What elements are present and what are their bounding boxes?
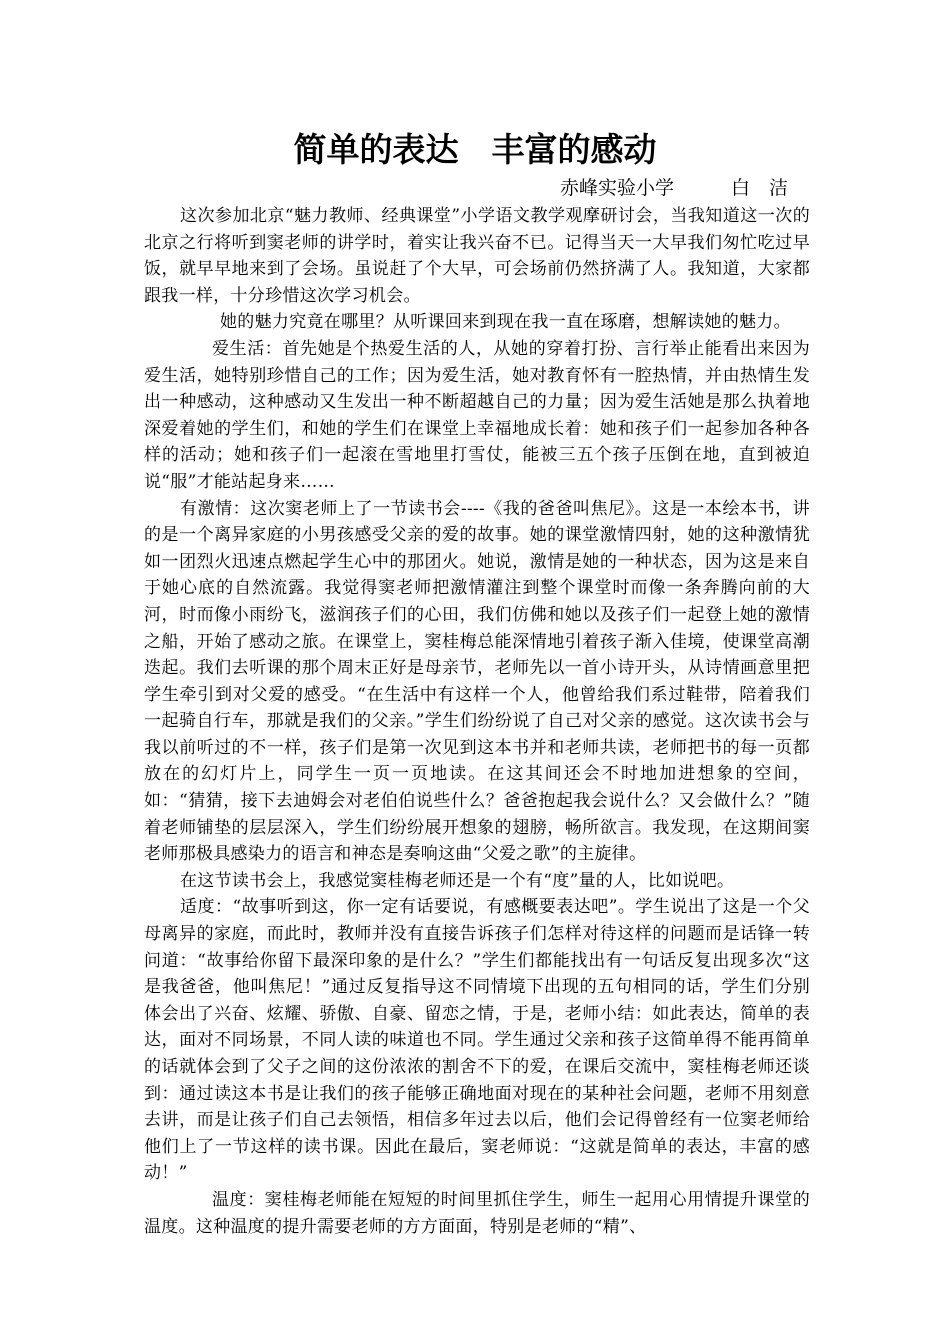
paragraph-moderation: 适度：“故事听到这，你一定有话要说，有感概要表达吧”。学生说出了这是一个父母离异的家庭，而此时，教师并没有直接告诉孩子们怎样对待这样的问题而是话锋一转问道：“故事给你留下最深印象的是什么？”学生们都能找出有一句话反复出现多次“这是我爸爸，他叫焦尼！”通过反复指导这不同情境下出现的五句相同的话，学生们分别体会出了兴奋、炫耀、骄傲、自豪、留恋之情，于是，老师小结：如此表达，简单的表达，面对不同场景，不同人读的味道也不同。学生通过父亲和孩子这简单得不能再简单的话就体会到了父子之间的这份浓浓的割舍不下的爱，在课后交流中，窦桂梅老师还谈到：通过读这本书是让我们的孩子能够正确地面对现在的某种社会问题，老师不用刻意去讲，而是让孩子们自己去领悟，相信多年过去以后，他们会记得曾经有一位窦老师给他们上了一节这样的读书课。因此在最后，窦老师说：“这就是简单的表达，丰富的感动！”: [144, 897, 810, 1184]
paragraph-love-life: 爱生活：首先她是个热爱生活的人，从她的穿着打扮、言行举止能看出来因为爱生活，她特别珍惜自己的工作；因为爱生活，她对教育怀有一腔热情，并由热情生发出一种感动，这种感动又生发出一种不断超越自己的力量；因为爱生活她是那么执着地深爱着她的学生们，和她的学生们在课堂上幸福地成长着：她和孩子们一起参加各种各样的活动；她和孩子们一起滚在雪地里打雪仗，能被三五个孩子压倒在地，直到被迫说“服”才能站起身来……: [144, 338, 810, 492]
paragraph-warmth: 温度：窦桂梅老师能在短短的时间里抓住学生，师生一起用心用情提升课堂的温度。这种温度的提升需要老师的方方面面，特别是老师的“精”、: [144, 1189, 810, 1237]
paragraph-passion: 有激情：这次窦老师上了一节读书会----《我的爸爸叫焦尼》。这是一本绘本书，讲的是一个离异家庭的小男孩感受父亲的爱的故事。她的课堂激情四射，她的这种激情犹如一团烈火迅速点燃起学生心中的那团火。她说，激情是她的一种状态，因为这是来自于她心底的自然流露。我觉得窦老师把激情灌注到整个课堂时而像一条奔腾向前的大河，时而像小雨纷飞，滋润孩子们的心田，我们仿佛和她以及孩子们一起登上她的激情之船，开始了感动之旅。在课堂上，窦桂梅总能深情地引着孩子渐入佳境，使课堂高潮迭起。我们去听课的那个周末正好是母亲节，老师先以一首小诗开头，从诗情画意里把学生牵引到对父爱的感受。“在生活中有这样一个人，他曾给我们系过鞋带，陪着我们一起骑自行车，那就是我们的父亲。”学生们纷纷说了自己对父亲的感觉。这次读书会与我以前听过的不一样，孩子们是第一次见到这本书并和老师共读，老师把书的每一页都放在的幻灯片上，同学生一页一页地读。在这其间还会不时地加进想象的空间，如：“猜猜，接下去迪姆会对老伯伯说些什么？爸爸抱起我会说什么？又会做什么？”随着老师铺垫的层层深入，学生们纷纷展开想象的翅膀，畅所欲言。我发现，在这期间窦老师那极具感染力的语言和神态是奏响这曲“父爱之歌”的主旋律。: [144, 498, 810, 865]
article-title: 简单的表达 丰富的感动: [293, 130, 657, 169]
paragraph-intro: 这次参加北京“魅力教师、经典课堂”小学语文教学观摩研讨会，当我知道这一次的北京之行将听到窦老师的讲学时，着实让我兴奋不已。记得当天一大早我们匆忙吃过早饭，就早早地来到了会场。虽说赶了个大早，可会场前仍然挤满了人。我知道，大家都跟我一样，十分珍惜这次学习机会。: [144, 206, 810, 306]
paragraph-measure-intro: 在这节读书会上，我感觉窦桂梅老师还是一个有“度”量的人，比如说吧。: [180, 870, 735, 891]
paragraph-question: 她的魅力究竟在哪里？从听课回来到现在我一直在琢磨，想解读她的魅力。: [220, 312, 791, 333]
author-byline: 赤峰实验小学 白 洁: [560, 177, 789, 199]
article-body: [144, 203, 810, 1240]
